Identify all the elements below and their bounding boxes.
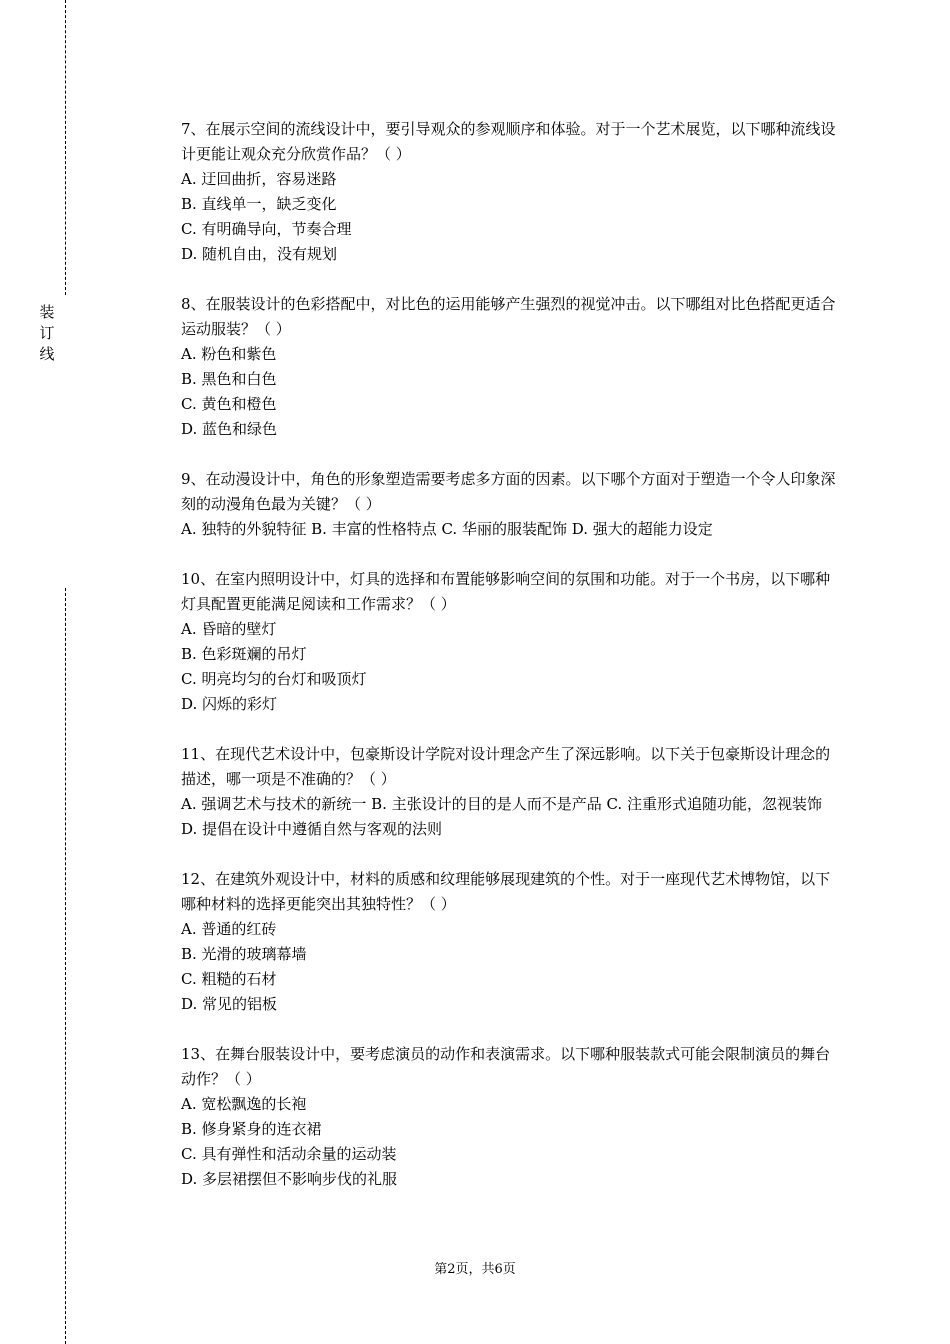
question-13 <box>181 1042 841 1192</box>
binding-char-2: 订 <box>39 324 55 342</box>
options-inline: A. 独特的外貌特征 B. 丰富的性格特点 C. 华丽的服装配饰 D. 强大的超能力设定 <box>181 520 713 538</box>
option-d: D. 闪烁的彩灯 <box>181 695 278 713</box>
question-stem: 9、在动漫设计中，角色的形象塑造需要考虑多方面的因素。以下哪个方面对于塑造一个令人印象深刻的动漫角色最为关键？（ ） <box>181 470 836 513</box>
page-number: 第2页，共6页 <box>434 1262 516 1277</box>
binding-line-top <box>65 0 66 295</box>
option-a: A. 普通的红砖 <box>181 920 277 938</box>
question-12 <box>181 867 841 1017</box>
option-b: B. 黑色和白色 <box>181 370 277 388</box>
question-stem: 7、在展示空间的流线设计中，要引导观众的参观顺序和体验。对于一个艺术展览，以下哪种流线设计更能让观众充分欣赏作品？（ ） <box>181 120 836 163</box>
question-10 <box>181 567 841 717</box>
option-b: B. 光滑的玻璃幕墙 <box>181 945 307 963</box>
option-c: C. 有明确导向，节奏合理 <box>181 220 352 238</box>
question-9 <box>181 467 841 542</box>
option-d: D. 随机自由，没有规划 <box>181 245 338 263</box>
binding-char-3: 线 <box>39 345 55 363</box>
option-b: B. 修身紧身的连衣裙 <box>181 1120 322 1138</box>
question-7 <box>181 117 841 267</box>
question-list <box>181 117 841 1217</box>
question-8 <box>181 292 841 442</box>
binding-char-1: 装 <box>39 303 55 321</box>
option-a: A. 粉色和紫色 <box>181 345 277 363</box>
option-a: A. 昏暗的壁灯 <box>181 620 277 638</box>
option-a: A. 迂回曲折，容易迷路 <box>181 170 337 188</box>
binding-line-bottom <box>65 588 66 1344</box>
question-stem: 8、在服装设计的色彩搭配中，对比色的运用能够产生强烈的视觉冲击。以下哪组对比色搭配更适合运动服装？（ ） <box>181 295 836 338</box>
binding-line-label <box>37 302 57 365</box>
option-d: D. 多层裙摆但不影响步伐的礼服 <box>181 1170 398 1188</box>
options-inline: A. 强调艺术与技术的新统一 B. 主张设计的目的是人而不是产品 C. 注重形式追随功能，忽视装饰 D. 提倡在设计中遵循自然与客观的法则 <box>181 795 822 838</box>
option-c: C. 黄色和橙色 <box>181 395 277 413</box>
question-stem: 13、在舞台服装设计中，要考虑演员的动作和表演需求。以下哪种服装款式可能会限制演员的舞台动作？（ ） <box>181 1045 831 1088</box>
option-b: B. 直线单一，缺乏变化 <box>181 195 337 213</box>
option-d: D. 常见的铝板 <box>181 995 278 1013</box>
option-c: C. 具有弹性和活动余量的运动装 <box>181 1145 397 1163</box>
question-11 <box>181 742 841 842</box>
option-d: D. 蓝色和绿色 <box>181 420 278 438</box>
option-c: C. 粗糙的石材 <box>181 970 277 988</box>
option-c: C. 明亮均匀的台灯和吸顶灯 <box>181 670 367 688</box>
question-stem: 11、在现代艺术设计中，包豪斯设计学院对设计理念产生了深远影响。以下关于包豪斯设计理念的描述，哪一项是不准确的？（ ） <box>181 745 831 788</box>
question-stem: 12、在建筑外观设计中，材料的质感和纹理能够展现建筑的个性。对于一座现代艺术博物馆，以下哪种材料的选择更能突出其独特性？（ ） <box>181 870 831 913</box>
option-b: B. 色彩斑斓的吊灯 <box>181 645 307 663</box>
page-footer <box>0 1258 950 1277</box>
option-a: A. 宽松飘逸的长袍 <box>181 1095 307 1113</box>
question-stem: 10、在室内照明设计中，灯具的选择和布置能够影响空间的氛围和功能。对于一个书房，以下哪种灯具配置更能满足阅读和工作需求？（ ） <box>181 570 831 613</box>
